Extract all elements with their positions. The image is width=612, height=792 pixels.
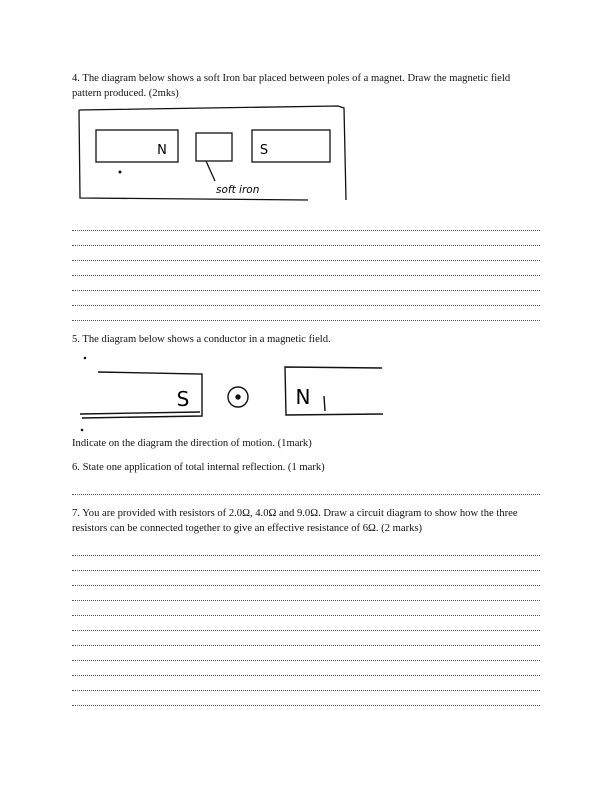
- answer-line[interactable]: [72, 560, 540, 571]
- answer-line[interactable]: [72, 575, 540, 586]
- conductor-magnetic-field-diagram: [78, 356, 390, 436]
- answer-line[interactable]: [72, 695, 540, 706]
- answer-line[interactable]: [72, 295, 540, 306]
- question-5-instruction: Indicate on the diagram the direction of motion. (1mark): [72, 438, 312, 449]
- north-pole-label: N: [295, 385, 311, 409]
- answer-line[interactable]: [72, 680, 540, 691]
- answer-line[interactable]: [72, 484, 540, 495]
- soft-iron-magnet-diagram: [76, 104, 348, 204]
- question-4-text: 4. The diagram below shows a soft Iron bar placed between poles of a magnet. Draw the magnetic field pattern produced. (2mks): [72, 73, 511, 99]
- question-6-text: 6. State one application of total internal reflection. (1 mark): [72, 462, 325, 473]
- answer-line[interactable]: [72, 620, 540, 631]
- south-pole-label: S: [176, 387, 190, 411]
- answer-line[interactable]: [72, 590, 540, 601]
- answer-line[interactable]: [72, 635, 540, 646]
- answer-line[interactable]: [72, 665, 540, 676]
- answer-line[interactable]: [72, 310, 540, 321]
- question-5-text: 5. The diagram below shows a conductor in a magnetic field.: [72, 334, 331, 345]
- answer-line[interactable]: [72, 280, 540, 291]
- south-pole-label: S: [259, 143, 269, 158]
- answer-line[interactable]: [72, 220, 540, 231]
- answer-line[interactable]: [72, 235, 540, 246]
- soft-iron-bar: [196, 133, 232, 161]
- answer-line[interactable]: [72, 605, 540, 616]
- question-7-text: 7. You are provided with resistors of 2.0Ω, 4.0Ω and 9.0Ω. Draw a circuit diagram to show how the three resistors can be connected together to give an effective resistance of 6Ω. (2 marks): [72, 508, 518, 534]
- soft-iron-label: soft iron: [216, 184, 260, 196]
- answer-line[interactable]: [72, 650, 540, 661]
- answer-line[interactable]: [72, 545, 540, 556]
- answer-line[interactable]: [72, 265, 540, 276]
- north-pole-label: N: [157, 143, 167, 158]
- answer-line[interactable]: [72, 250, 540, 261]
